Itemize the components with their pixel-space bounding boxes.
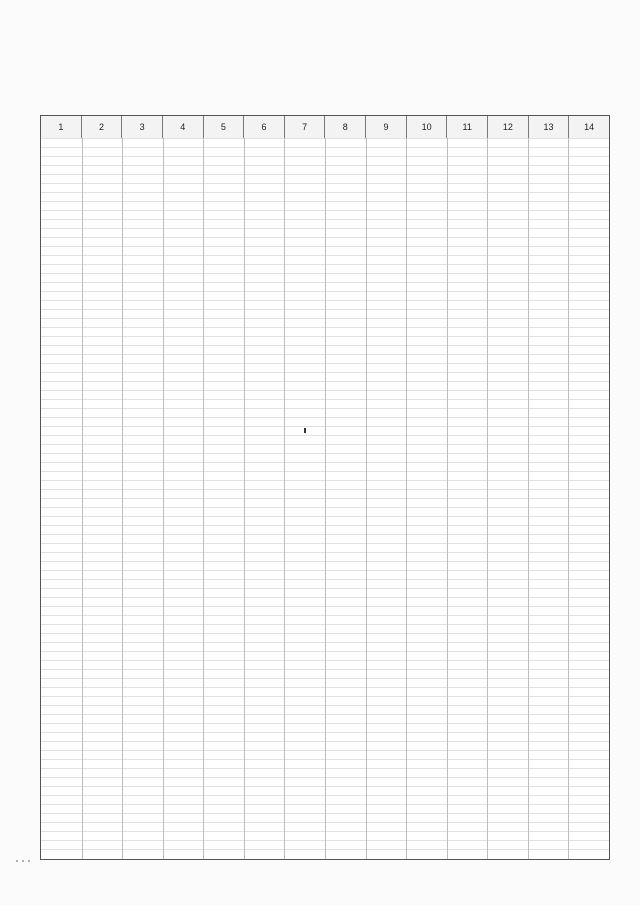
col-12: 12 [487,116,528,138]
column-divider [325,138,326,859]
column-divider [568,138,569,859]
col-8: 8 [324,116,365,138]
column-divider [203,138,204,859]
col-4: 4 [162,116,203,138]
scan-dot [22,860,24,862]
scan-dot [16,860,18,862]
column-divider [487,138,488,859]
column-divider [284,138,285,859]
col-3: 3 [121,116,162,138]
column-divider [163,138,164,859]
col-11: 11 [446,116,487,138]
col-10: 10 [406,116,447,138]
col-2: 2 [81,116,122,138]
column-divider [447,138,448,859]
col-6: 6 [243,116,284,138]
column-divider [366,138,367,859]
col-5: 5 [203,116,244,138]
col-13: 13 [528,116,569,138]
column-divider [244,138,245,859]
column-divider [406,138,407,859]
scan-dot [28,860,30,862]
scan-mark [304,428,306,433]
column-divider [82,138,83,859]
data-table [40,115,610,860]
column-divider [528,138,529,859]
column-divider [122,138,123,859]
table-header [41,116,609,139]
col-7: 7 [284,116,325,138]
col-1: 1 [58,122,64,132]
col-14: 14 [568,116,609,138]
col-9: 9 [365,116,406,138]
